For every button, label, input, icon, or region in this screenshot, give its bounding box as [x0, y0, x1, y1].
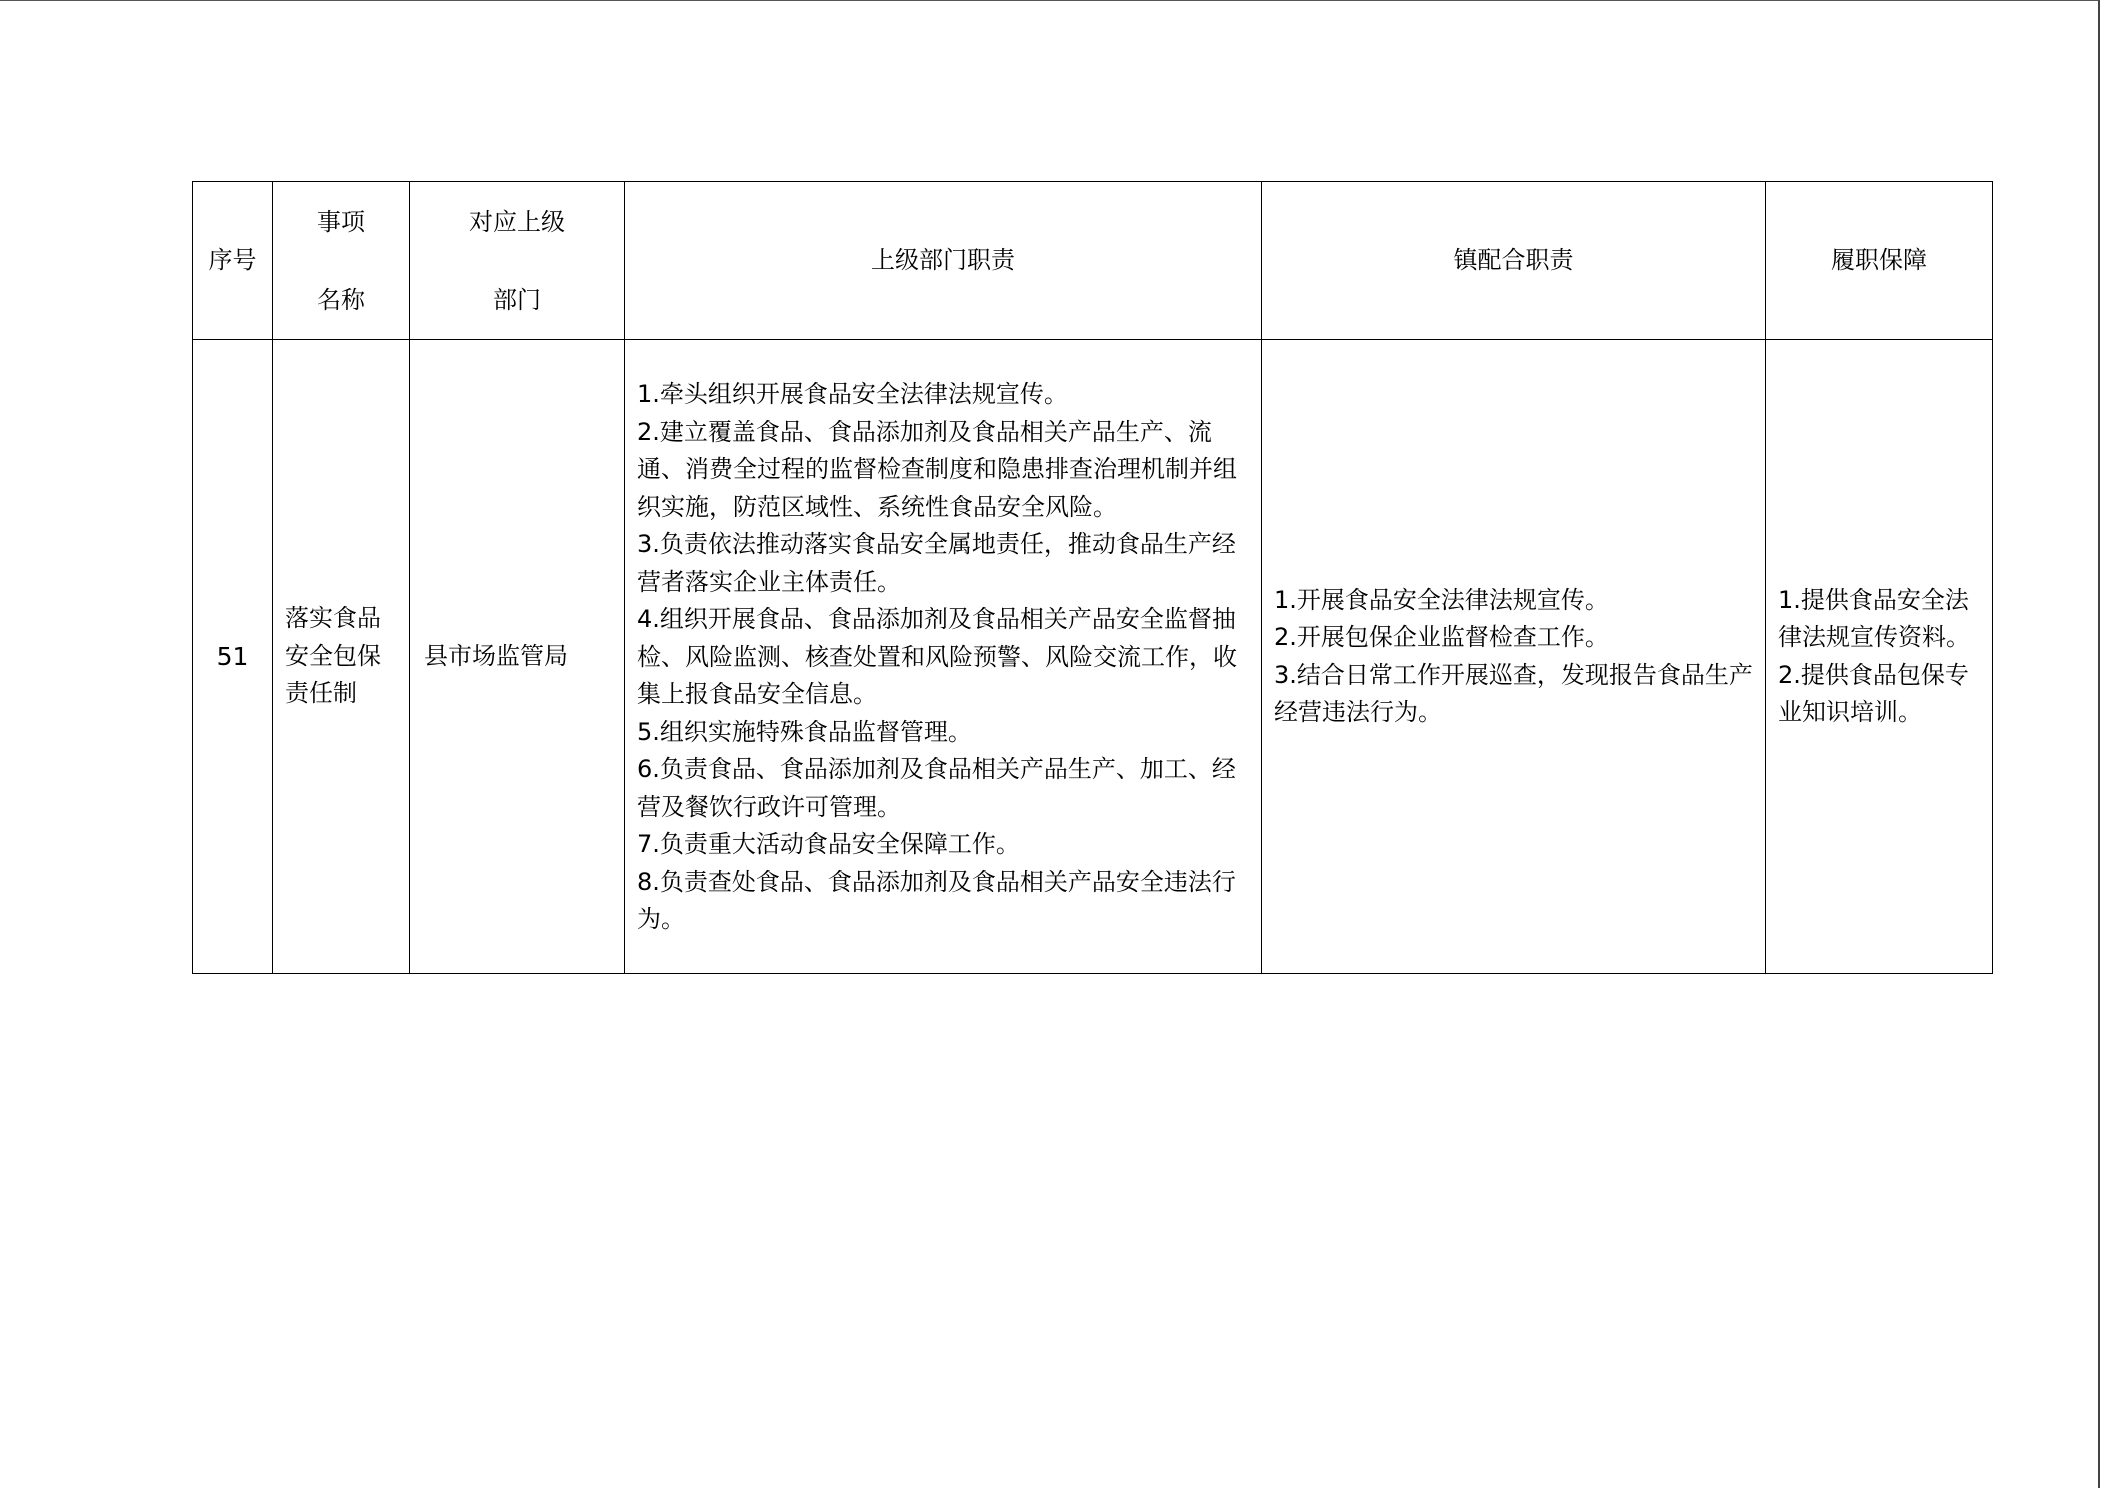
header-item-name-line1: 事项 [317, 207, 365, 236]
upper-duty-item: 8.负责查处食品、食品添加剂及食品相关产品安全违法行为。 [637, 867, 1236, 934]
town-duty-item: 2.开展包保企业监督检查工作。 [1274, 623, 1609, 651]
header-seq: 序号 [193, 182, 273, 340]
cell-seq: 51 [193, 340, 273, 974]
upper-duty-item: 3.负责依法推动落实食品安全属地责任，推动食品生产经营者落实企业主体责任。 [637, 530, 1236, 596]
header-dept-line1: 对应上级 [469, 207, 565, 236]
upper-duty-item: 1.牵头组织开展食品安全法律法规宣传。 [637, 380, 1068, 409]
upper-duty-item: 6.负责食品、食品添加剂及食品相关产品生产、加工、经营及餐饮行政许可管理。 [637, 755, 1236, 821]
header-upper-duties: 上级部门职责 [625, 182, 1262, 340]
cell-upper-duties [625, 340, 1262, 974]
upper-duty-item: 4.组织开展食品、食品添加剂及食品相关产品安全监督抽检、风险监测、核查处置和风险预警、风险交流工作，收集上报食品安全信息。 [637, 605, 1237, 709]
cell-item-name: 落实食品安全包保责任制 [273, 340, 410, 974]
duty-table [192, 181, 1993, 974]
guarantee-item: 2.提供食品包保专业知识培训。 [1778, 660, 1969, 726]
cell-town-duties [1262, 340, 1766, 974]
upper-duty-item: 7.负责重大活动食品安全保障工作。 [637, 830, 1020, 859]
upper-duty-item: 2.建立覆盖食品、食品添加剂及食品相关产品生产、流通、消费全过程的监督检查制度和隐患排查治理机制并组织实施，防范区域性、系统性食品安全风险。 [637, 417, 1237, 521]
header-item-name [273, 182, 410, 340]
header-guarantee: 履职保障 [1766, 182, 1993, 340]
header-item-name-line2: 名称 [317, 285, 365, 314]
table-header-row [193, 182, 1993, 340]
town-duty-item: 1.开展食品安全法律法规宣传。 [1274, 585, 1609, 614]
guarantee-item: 1.提供食品安全法律法规宣传资料。 [1778, 585, 1970, 651]
town-duty-item: 3.结合日常工作开展巡查，发现报告食品生产经营违法行为。 [1274, 660, 1753, 726]
header-town-duties: 镇配合职责 [1262, 182, 1766, 340]
table-row [193, 340, 1993, 974]
upper-duty-item: 5.组织实施特殊食品监督管理。 [637, 717, 972, 746]
header-dept [410, 182, 625, 340]
header-dept-line2: 部门 [493, 285, 541, 314]
cell-guarantee [1766, 340, 1993, 974]
cell-dept: 县市场监管局 [410, 340, 625, 974]
